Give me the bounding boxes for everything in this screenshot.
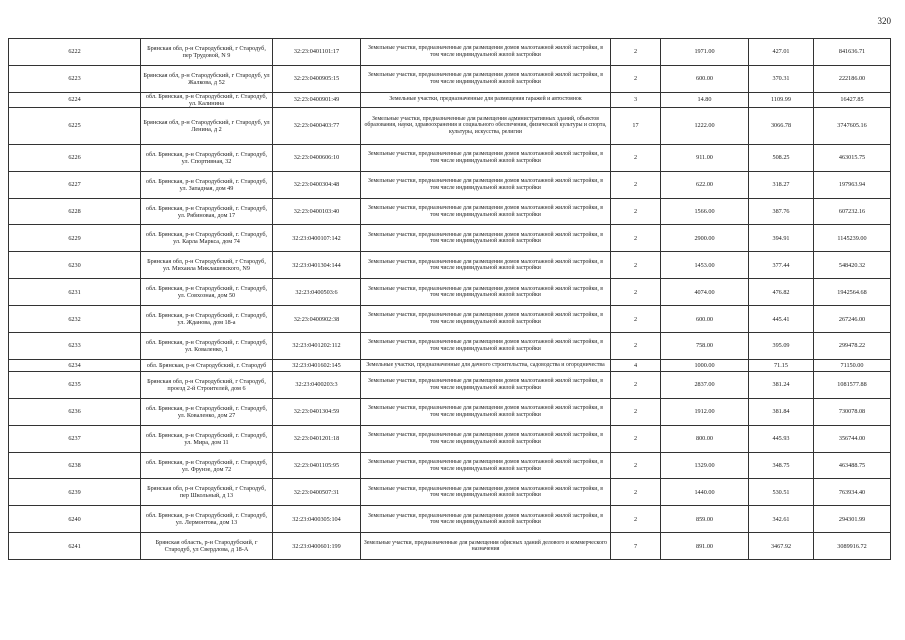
area-cell: 1453.00 [661,252,749,279]
table-row [9,65,891,92]
area-cell: 2900.00 [661,225,749,252]
specific-value-cell: 342.61 [749,506,814,533]
cadastral-value-cell: 607232.16 [814,198,891,225]
table-row [9,479,891,506]
cadastral-number-cell: 32:23:0400305:104 [273,506,361,533]
table-row [9,452,891,479]
address-cell: Брянская обл, р-н Стародубский, г Стародуб, проезд 2-й Строителей, дом 6 [141,371,273,398]
use-group-cell: 7 [611,533,661,560]
specific-value-cell: 3066.78 [749,107,814,144]
land-use-cell: Земельные участки, предназначенные для размещения домов малоэтажной жилой застройки, в том числе индивидуальной жилой застройки [361,306,611,333]
cadastral-number-cell: 32:23:0401304:144 [273,252,361,279]
table-row [9,359,891,371]
cadastral-number-cell: 32:23:0400103:40 [273,198,361,225]
land-use-cell: Земельные участки, предназначенные для размещения домов малоэтажной жилой застройки, в том числе индивидуальной жилой застройки [361,198,611,225]
specific-value-cell: 377.44 [749,252,814,279]
row-number-cell: 6229 [9,225,141,252]
address-cell: обл. Брянская, р-н Стародубский, г. Стародуб, ул. Калинина [141,92,273,107]
cadastral-number-cell: 32:23:0400203:3 [273,371,361,398]
land-use-cell: Земельные участки, предназначенные для размещения домов малоэтажной жилой застройки, в том числе индивидуальной жилой застройки [361,452,611,479]
area-cell: 891.00 [661,533,749,560]
cadastral-value-cell: 1145239.00 [814,225,891,252]
address-cell: Брянская область, р-н Стародубский, г Стародуб, ул Свердлова, д 18-А [141,533,273,560]
specific-value-cell: 3467.92 [749,533,814,560]
land-use-cell: Земельные участки, предназначенные для размещения гаражей и автостоянок [361,92,611,107]
table-row [9,333,891,360]
cadastral-number-cell: 32:23:0400606:10 [273,144,361,171]
cadastral-number-cell: 32:23:0400503:6 [273,279,361,306]
area-cell: 600.00 [661,306,749,333]
land-use-cell: Земельные участки, предназначенные для размещения домов малоэтажной жилой застройки, в том числе индивидуальной жилой застройки [361,479,611,506]
address-cell: Брянская обл, р-н Стародубский, г Стародуб, ул. Михаила Миклашевского, N9 [141,252,273,279]
specific-value-cell: 71.15 [749,359,814,371]
cadastral-value-cell: 299478.22 [814,333,891,360]
use-group-cell: 2 [611,198,661,225]
cadastral-value-cell: 356744.00 [814,425,891,452]
row-number-cell: 6236 [9,398,141,425]
area-cell: 1912.00 [661,398,749,425]
address-cell: обл. Брянская, р-н Стародубский, г. Стародуб, ул. Совхозная, дом 50 [141,279,273,306]
area-cell: 14.80 [661,92,749,107]
cadastral-number-cell: 32:23:0400304:48 [273,171,361,198]
cadastral-number-cell: 32:23:0401201:18 [273,425,361,452]
cadastral-number-cell: 32:23:0400601:199 [273,533,361,560]
specific-value-cell: 318.27 [749,171,814,198]
table-row [9,39,891,66]
table-row [9,144,891,171]
area-cell: 911.00 [661,144,749,171]
land-use-cell: Земельные участки, предназначенные для размещения домов малоэтажной жилой застройки, в том числе индивидуальной жилой застройки [361,425,611,452]
specific-value-cell: 395.09 [749,333,814,360]
cadastral-value-cell: 1942564.68 [814,279,891,306]
land-use-cell: Земельные участки, предназначенные для размещения домов малоэтажной жилой застройки, в том числе индивидуальной жилой застройки [361,252,611,279]
cadastral-number-cell: 32:23:0401304:59 [273,398,361,425]
cadastral-value-cell: 463015.75 [814,144,891,171]
area-cell: 1971.00 [661,39,749,66]
cadastral-value-cell: 222186.00 [814,65,891,92]
land-use-cell: Земельные участки, предназначенные для размещения домов малоэтажной жилой застройки, в том числе индивидуальной жилой застройки [361,398,611,425]
area-cell: 622.00 [661,171,749,198]
row-number-cell: 6228 [9,198,141,225]
area-cell: 1000.00 [661,359,749,371]
cadastral-number-cell: 32:23:0401105:95 [273,452,361,479]
use-group-cell: 2 [611,306,661,333]
row-number-cell: 6241 [9,533,141,560]
address-cell: обл. Брянская, р-н Стародубский, г. Стародуб, ул. Фрунзе, дом 72 [141,452,273,479]
land-use-cell: Земельные участки, предназначенные для размещения домов малоэтажной жилой застройки, в том числе индивидуальной жилой застройки [361,39,611,66]
row-number-cell: 6230 [9,252,141,279]
address-cell: Брянская обл, р-н Стародубский, г Стародуб, пер Школьный, д 13 [141,479,273,506]
address-cell: обл. Брянская, р-н Стародубский, г. Стародуб, ул. Спортивная, 32 [141,144,273,171]
use-group-cell: 2 [611,425,661,452]
cadastral-number-cell: 32:23:0400107:142 [273,225,361,252]
use-group-cell: 2 [611,252,661,279]
cadastral-value-cell: 267246.00 [814,306,891,333]
row-number-cell: 6233 [9,333,141,360]
row-number-cell: 6238 [9,452,141,479]
use-group-cell: 2 [611,171,661,198]
table-row [9,533,891,560]
cadastral-value-cell: 16427.85 [814,92,891,107]
use-group-cell: 2 [611,506,661,533]
table-row [9,398,891,425]
address-cell: обл. Брянская, р-н Стародубский, г. Стародуб, ул. Западная, дом 49 [141,171,273,198]
land-use-cell: Земельные участки, предназначенные для размещения домов малоэтажной жилой застройки, в том числе индивидуальной жилой застройки [361,279,611,306]
cadastral-number-cell: 32:23:0401101:17 [273,39,361,66]
specific-value-cell: 530.51 [749,479,814,506]
land-use-cell: Земельные участки, предназначенные для размещения домов малоэтажной жилой застройки, в том числе индивидуальной жилой застройки [361,371,611,398]
cadastral-value-cell: 197963.94 [814,171,891,198]
specific-value-cell: 445.93 [749,425,814,452]
row-number-cell: 6227 [9,171,141,198]
use-group-cell: 2 [611,144,661,171]
row-number-cell: 6234 [9,359,141,371]
table-row [9,171,891,198]
cadastral-number-cell: 32:23:0401202:112 [273,333,361,360]
specific-value-cell: 381.84 [749,398,814,425]
use-group-cell: 2 [611,65,661,92]
land-use-cell: Земельные участки, предназначенные для размещения домов малоэтажной жилой застройки, в том числе индивидуальной жилой застройки [361,65,611,92]
specific-value-cell: 381.24 [749,371,814,398]
cadastral-value-cell: 1081577.88 [814,371,891,398]
cadastral-number-cell: 32:23:0401602:145 [273,359,361,371]
land-use-cell: Земельные участки, предназначенные для размещения административных зданий, объектов образования, науки, здравоохранения и социального обеспечения, физической культуры и спорта, культуры, искусства, религии [361,107,611,144]
page-number: 320 [877,16,891,26]
land-use-cell: Земельные участки, предназначенные для размещения офисных зданий делового и коммерческого назначения [361,533,611,560]
specific-value-cell: 508.25 [749,144,814,171]
address-cell: обл. Брянская, р-н Стародубский, г. Стародуб, ул. Мира, дом 11 [141,425,273,452]
cadastral-value-cell: 841636.71 [814,39,891,66]
address-cell: обл. Брянская, р-н Стародубский, г. Стародуб [141,359,273,371]
use-group-cell: 2 [611,479,661,506]
cadastral-number-cell: 32:23:0400902:38 [273,306,361,333]
table-row [9,279,891,306]
table-row [9,252,891,279]
row-number-cell: 6231 [9,279,141,306]
address-cell: Брянская обл, р-н Стародубский, г Стародуб, ул Ленина, д 2 [141,107,273,144]
use-group-cell: 4 [611,359,661,371]
area-cell: 1329.00 [661,452,749,479]
address-cell: обл. Брянская, р-н Стародубский, г. Стародуб, ул. Лермонтова, дом 13 [141,506,273,533]
address-cell: Брянская обл, р-н Стародубский, г Стародуб, пер Трудовой, N 9 [141,39,273,66]
area-cell: 1440.00 [661,479,749,506]
land-use-cell: Земельные участки, предназначенные для дачного строительства, садоводства и огородничества [361,359,611,371]
use-group-cell: 2 [611,452,661,479]
land-use-cell: Земельные участки, предназначенные для размещения домов малоэтажной жилой застройки, в том числе индивидуальной жилой застройки [361,171,611,198]
row-number-cell: 6222 [9,39,141,66]
specific-value-cell: 348.75 [749,452,814,479]
row-number-cell: 6239 [9,479,141,506]
cadastral-number-cell: 32:23:0400403:77 [273,107,361,144]
address-cell: обл. Брянская, р-н Стародубский, г. Стародуб, ул. Коваленко, дом 27 [141,398,273,425]
table-row [9,306,891,333]
address-cell: обл. Брянская, р-н Стародубский, г. Стародуб, ул. Коваленко, 1 [141,333,273,360]
row-number-cell: 6225 [9,107,141,144]
cadastral-number-cell: 32:23:0400905:15 [273,65,361,92]
area-cell: 859.00 [661,506,749,533]
area-cell: 2837.00 [661,371,749,398]
cadastral-value-table [8,38,891,560]
row-number-cell: 6237 [9,425,141,452]
row-number-cell: 6240 [9,506,141,533]
use-group-cell: 2 [611,225,661,252]
land-use-cell: Земельные участки, предназначенные для размещения домов малоэтажной жилой застройки, в том числе индивидуальной жилой застройки [361,333,611,360]
row-number-cell: 6235 [9,371,141,398]
specific-value-cell: 1109.99 [749,92,814,107]
cadastral-value-cell: 730078.08 [814,398,891,425]
area-cell: 1566.00 [661,198,749,225]
use-group-cell: 2 [611,333,661,360]
table-row [9,107,891,144]
use-group-cell: 2 [611,371,661,398]
address-cell: обл. Брянская, р-н Стародубский, г. Стародуб, ул. Карла Маркса, дом 74 [141,225,273,252]
specific-value-cell: 394.91 [749,225,814,252]
table-row [9,198,891,225]
table-row [9,371,891,398]
table-row [9,506,891,533]
specific-value-cell: 445.41 [749,306,814,333]
cadastral-value-cell: 294301.99 [814,506,891,533]
row-number-cell: 6224 [9,92,141,107]
cadastral-value-cell: 3747605.16 [814,107,891,144]
address-cell: Брянская обл, р-н Стародубский, г Стародуб, ул Жалкова, д 52 [141,65,273,92]
specific-value-cell: 476.82 [749,279,814,306]
table-row [9,425,891,452]
row-number-cell: 6232 [9,306,141,333]
land-use-cell: Земельные участки, предназначенные для размещения домов малоэтажной жилой застройки, в том числе индивидуальной жилой застройки [361,506,611,533]
address-cell: обл. Брянская, р-н Стародубский, г. Стародуб, ул. Рябиновая, дом 17 [141,198,273,225]
use-group-cell: 2 [611,279,661,306]
cadastral-value-cell: 763934.40 [814,479,891,506]
row-number-cell: 6226 [9,144,141,171]
use-group-cell: 17 [611,107,661,144]
use-group-cell: 2 [611,39,661,66]
specific-value-cell: 370.31 [749,65,814,92]
area-cell: 1222.00 [661,107,749,144]
area-cell: 600.00 [661,65,749,92]
cadastral-number-cell: 32:23:0400507:31 [273,479,361,506]
cadastral-value-cell: 548420.32 [814,252,891,279]
cadastral-value-cell: 71150.00 [814,359,891,371]
specific-value-cell: 387.76 [749,198,814,225]
cadastral-value-cell: 3089916.72 [814,533,891,560]
table-row [9,92,891,107]
land-use-cell: Земельные участки, предназначенные для размещения домов малоэтажной жилой застройки, в том числе индивидуальной жилой застройки [361,225,611,252]
cadastral-number-cell: 32:23:0400901:49 [273,92,361,107]
area-cell: 758.00 [661,333,749,360]
row-number-cell: 6223 [9,65,141,92]
address-cell: обл. Брянская, р-н Стародубский, г. Стародуб, ул. Жданова, дом 18-а [141,306,273,333]
use-group-cell: 3 [611,92,661,107]
area-cell: 4074.00 [661,279,749,306]
land-use-cell: Земельные участки, предназначенные для размещения домов малоэтажной жилой застройки, в том числе индивидуальной жилой застройки [361,144,611,171]
table-row [9,225,891,252]
cadastral-value-cell: 463488.75 [814,452,891,479]
area-cell: 800.00 [661,425,749,452]
specific-value-cell: 427.01 [749,39,814,66]
use-group-cell: 2 [611,398,661,425]
